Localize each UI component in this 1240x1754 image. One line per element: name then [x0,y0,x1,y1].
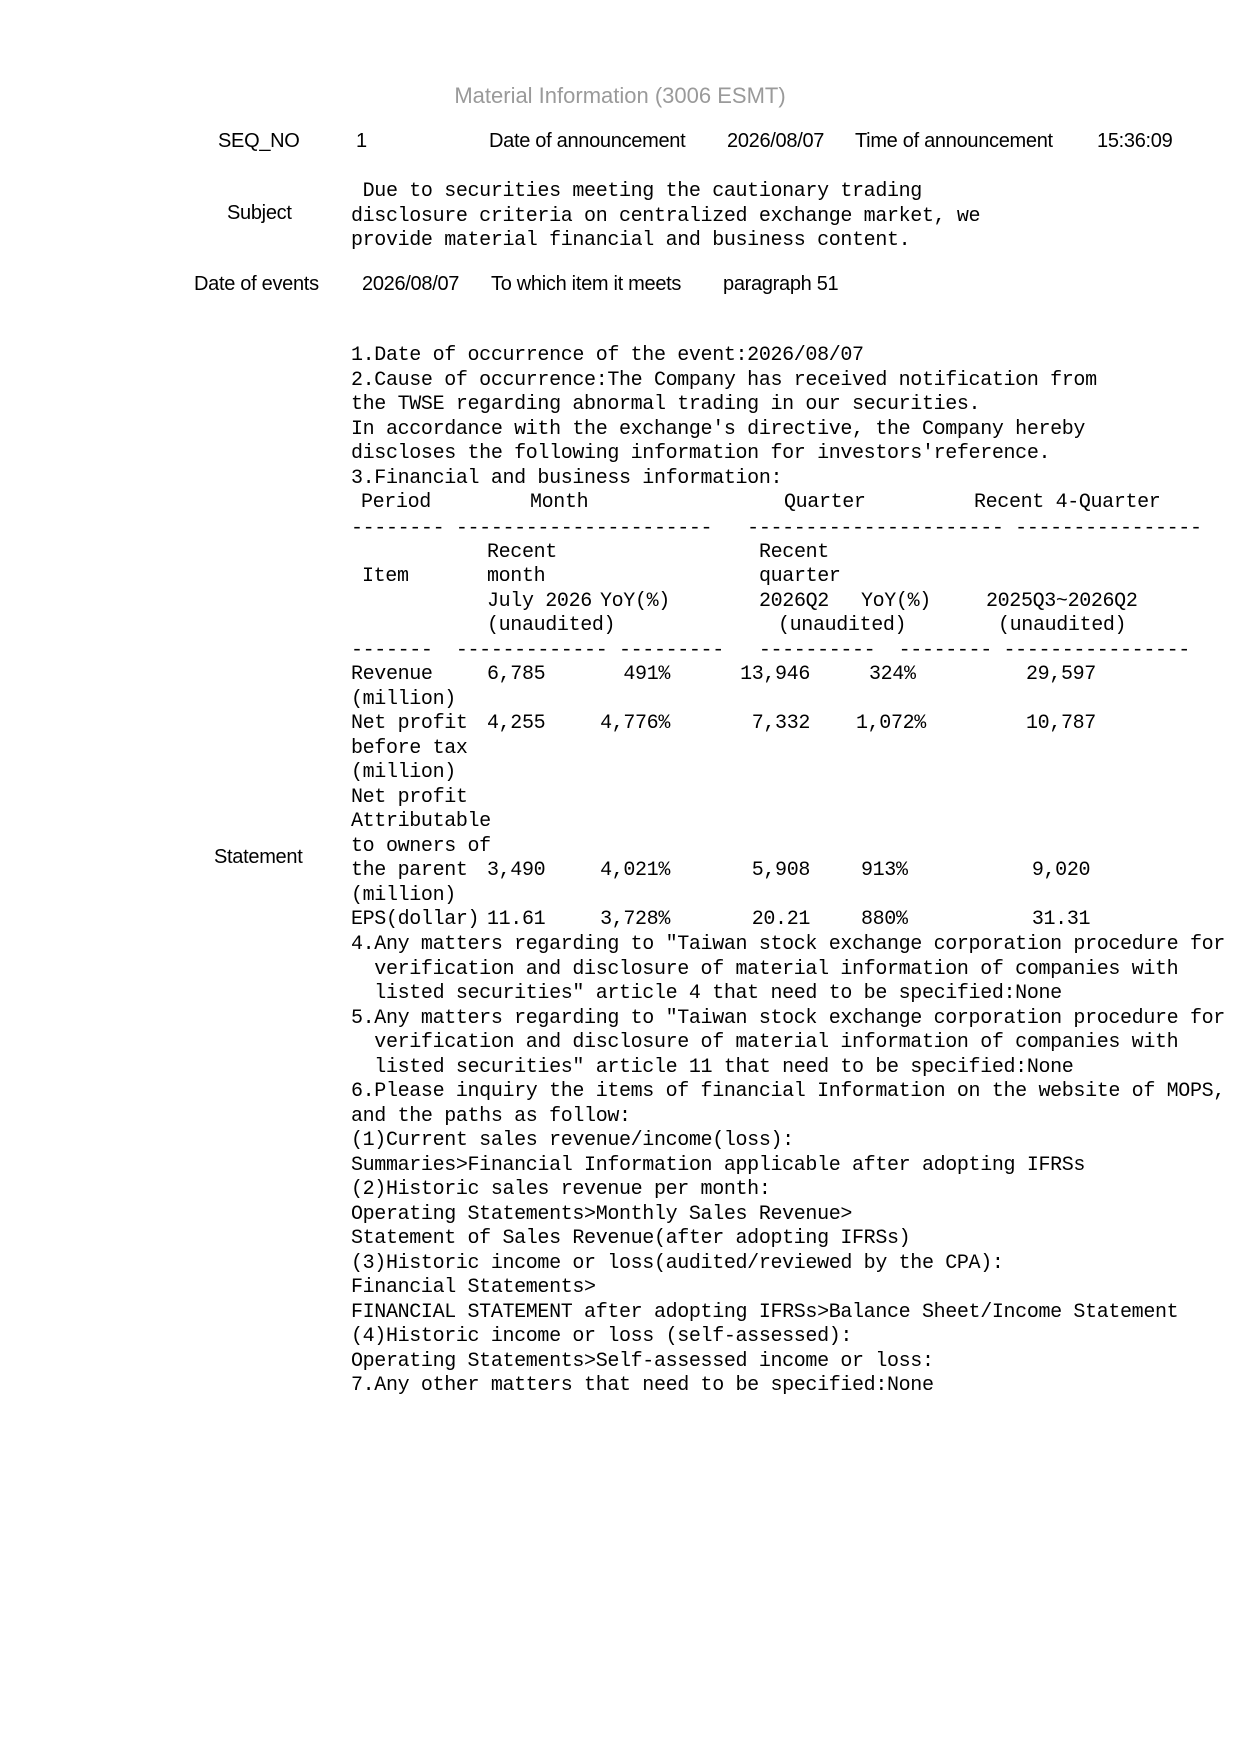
subject-line: provide material financial and business content. [351,229,911,252]
table-row-item: Revenue [351,663,433,686]
table-cell-recent-4-quarter: 31.31 [1031,908,1091,931]
statement-line: (4)Historic income or loss (self-assessed): [351,1325,853,1348]
table-row-item: Attributable [351,810,491,833]
table-cell-quarter: 7,332 [751,712,810,735]
statement-line: Statement of Sales Revenue(after adopting IFRSs) [351,1227,911,1250]
month-subheader: Recent [487,541,557,564]
events-item-label: To which item it meets [491,273,682,295]
subject-text [351,180,1191,254]
statement-line: discloses the following information for investors'reference. [351,442,1051,465]
table-cell-recent-4-quarter: 29,597 [1026,663,1096,686]
announcement-date-label: Date of announcement [489,130,686,152]
quarter-subheader: 2026Q2 [759,590,829,613]
statement-label: Statement [214,846,303,868]
statement-line: 1.Date of occurrence of the event:2026/08/07 [351,344,864,367]
statement-line: 7.Any other matters that need to be specified:None [351,1374,934,1397]
statement-line: 5.Any matters regarding to "Taiwan stock exchange corporation procedure for [351,1006,1225,1030]
statement-line: 4.Any matters regarding to "Taiwan stock exchange corporation procedure for [351,933,1225,956]
statement-intro [351,344,1191,491]
quarter-subheader: Recent [759,541,829,564]
page-title: Material Information (3006 ESMT) [454,83,786,108]
statement-notes [351,933,1225,1399]
recent-4-quarter-subheader: 2025Q3~2026Q2 [986,590,1138,613]
table-cell-month: 4,255 [487,712,546,735]
statement-line: Operating Statements>Monthly Sales Revenue> [351,1202,853,1226]
table-row-item: before tax [351,737,468,760]
statement-line: Operating Statements>Self-assessed income or loss: [351,1349,934,1373]
item-header: Item [362,565,409,588]
table-cell-quarter-yoy: 913% [861,859,908,882]
table-cell-month: 3,490 [487,859,546,882]
table-cell-quarter-yoy: 880% [861,908,908,931]
table-row-item: (million) [351,688,456,711]
statement-line: the TWSE regarding abnormal trading in our securities. [351,393,981,416]
subject-line: disclosure criteria on centralized exchange market, we [351,204,981,228]
table-cell-recent-4-quarter: 9,020 [1031,859,1091,882]
statement-line: In accordance with the exchange's directive, the Company hereby [351,417,1086,441]
events-date-label: Date of events [194,273,319,295]
table-row-item: Net profit [351,712,468,735]
statement-line: verification and disclosure of material information of companies with [351,1031,1179,1054]
table-row-item: Net profit [351,786,468,809]
statement-line: Financial Statements> [351,1276,596,1299]
table-cell-recent-4-quarter: 10,787 [1026,712,1096,735]
statement-line: (3)Historic income or loss(audited/reviewed by the CPA): [351,1251,1004,1275]
statement-line: 3.Financial and business information: [351,466,783,490]
announcement-time-label: Time of announcement [855,130,1053,152]
statement-line: (2)Historic sales revenue per month: [351,1178,771,1201]
table-cell-month: 11.61 [487,908,546,931]
statement-line: 6.Please inquiry the items of financial Information on the website of MOPS, [351,1080,1225,1103]
month-subheader: month [487,565,546,588]
quarter-header: Quarter [784,491,866,514]
table-cell-quarter-yoy: 1,072% [856,712,926,735]
period-header: Period [361,491,431,514]
month-yoy-header: YoY(%) [600,590,670,613]
events-item-value: paragraph 51 [723,273,839,295]
table-cell-month: 6,785 [487,663,546,686]
quarter-subheader: (unaudited) [778,614,907,637]
month-subheader: (unaudited) [487,614,616,637]
table-row-item: to owners of [351,835,491,858]
statement-line: FINANCIAL STATEMENT after adopting IFRSs>Balance Sheet/Income Statement [351,1300,1179,1324]
subject-label: Subject [227,202,292,224]
table-cell-month-yoy: 4,021% [600,859,670,882]
statement-line: verification and disclosure of material information of companies with [351,957,1179,981]
table-row-item: (million) [351,884,456,907]
table-row-item: EPS(dollar) [351,908,480,931]
announcement-time-value: 15:36:09 [1097,130,1173,152]
events-date-value: 2026/08/07 [362,273,460,295]
statement-line: listed securities" article 11 that need to be specified:None [351,1055,1074,1079]
statement-line: (1)Current sales revenue/income(loss): [351,1129,794,1152]
table-divider: ------- ------------- --------- ---------- -------- ---------------- [351,639,1190,662]
table-cell-month-yoy: 4,776% [600,712,670,735]
announcement-date-value: 2026/08/07 [727,130,825,152]
statement-line: and the paths as follow: [351,1104,631,1128]
quarter-subheader: quarter [759,565,841,588]
statement-line: Summaries>Financial Information applicable after adopting IFRSs [351,1153,1086,1177]
table-cell-quarter-yoy: 324% [869,663,916,686]
table-cell-month-yoy: 491% [623,663,670,686]
month-header: Month [530,491,589,514]
table-row-item: (million) [351,761,456,784]
statement-line: listed securities" article 4 that need to be specified:None [351,982,1062,1005]
subject-line: Due to securities meeting the cautionary trading [351,180,922,203]
recent-4-quarter-header: Recent 4-Quarter [974,491,1161,514]
table-cell-month-yoy: 3,728% [600,908,670,931]
table-cell-quarter: 5,908 [751,859,810,882]
recent-4-quarter-subheader: (unaudited) [998,614,1127,637]
table-cell-quarter: 13,946 [740,663,810,686]
quarter-yoy-header: YoY(%) [861,590,931,613]
seq-no-label: SEQ_NO [218,130,300,152]
table-cell-quarter: 20.21 [751,908,810,931]
table-divider: -------- ---------------------- ---------------------- ---------------- [351,517,1202,540]
statement-line: 2.Cause of occurrence:The Company has received notification from [351,368,1097,392]
month-subheader: July 2026 [487,590,592,613]
seq-no-value: 1 [356,130,367,152]
table-row-item: the parent [351,859,468,882]
